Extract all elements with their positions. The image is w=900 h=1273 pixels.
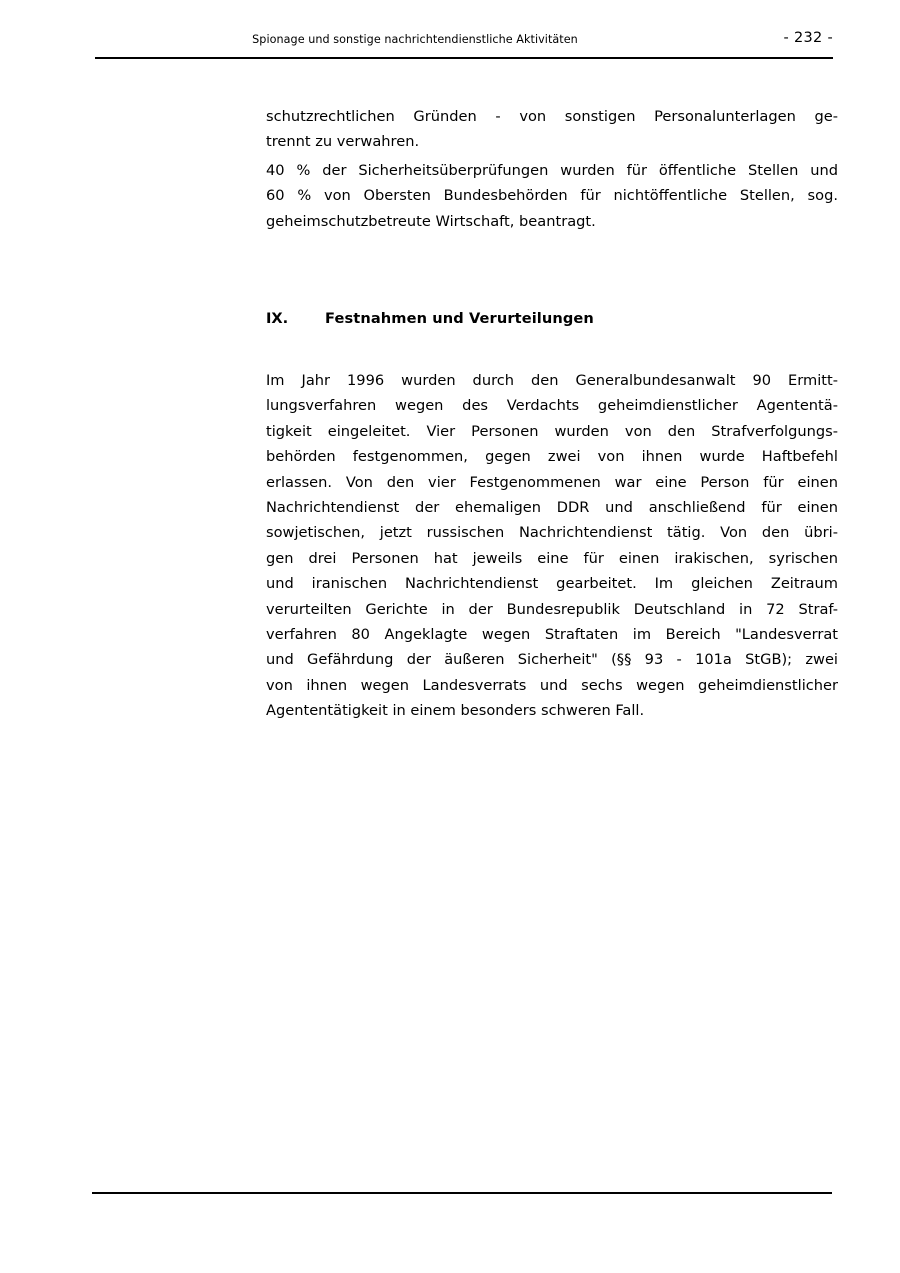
text-line: Im Jahr 1996 wurden durch den Generalbundesanwalt 90 Ermitt- (266, 372, 838, 389)
text-line: 40 % der Sicherheitsüberprüfungen wurden für öffentliche Stellen und (266, 162, 838, 179)
text-line: trennt zu verwahren. (266, 133, 420, 151)
text-line: geheimschutzbetreute Wirtschaft, beantragt. (266, 212, 596, 230)
text-line: schutzrechtlichen Gründen - von sonstigen Personalunterlagen ge- (266, 108, 838, 125)
page-running-header (95, 30, 833, 57)
text-line: 60 % von Obersten Bundesbehörden für nichtöffentliche Stellen, sog. (266, 187, 838, 205)
text-line: und Gefährdung der äußeren Sicherheit" (§§ 93 - 101a StGB); zwei (266, 651, 838, 669)
paragraph-festnahmen-verurteilungen-body (266, 368, 838, 724)
paragraph-sicherheitsueberpruefungen (266, 158, 838, 234)
text-line: behörden festgenommen, gegen zwei von ihnen wurde Haftbefehl (266, 448, 838, 466)
text-line: verurteilten Gerichte in der Bundesrepublik Deutschland in 72 Straf- (266, 600, 838, 618)
header-title: Spionage und sonstige nachrichtendienstliche Aktivitäten (252, 33, 578, 46)
section-heading-festnahmen-und-verurteilungen (266, 306, 838, 331)
text-line: Agententätigkeit in einem besonders schweren Fall. (266, 702, 645, 720)
header-divider-rule (95, 57, 833, 59)
text-line: gen drei Personen hat jeweils eine für einen irakischen, syrischen (266, 549, 838, 567)
text-line: und iranischen Nachrichtendienst gearbeitet. Im gleichen Zeitraum (266, 575, 838, 593)
text-line: tigkeit eingeleitet. Vier Personen wurden von den Strafverfolgungs- (266, 422, 838, 440)
header-page-number: - 232 - (783, 30, 833, 46)
section-title: Festnahmen und Verurteilungen (325, 310, 594, 327)
text-line: verfahren 80 Angeklagte wegen Straftaten im Bereich "Landesverrat (266, 626, 838, 644)
text-line: von ihnen wegen Landesverrats und sechs wegen geheimdienstlicher (266, 676, 838, 694)
section-number: IX. (266, 310, 289, 327)
paragraph-schutzrechtliche-gruende (266, 104, 838, 155)
text-line: lungsverfahren wegen des Verdachts geheimdienstlicher Agententä- (266, 397, 838, 415)
text-line: erlassen. Von den vier Festgenommenen war eine Person für einen (266, 473, 838, 491)
footer-divider-rule (92, 1192, 832, 1194)
text-line: Nachrichtendienst der ehemaligen DDR und anschließend für einen (266, 499, 838, 517)
text-line: sowjetischen, jetzt russischen Nachrichtendienst tätig. Von den übri- (266, 524, 838, 542)
